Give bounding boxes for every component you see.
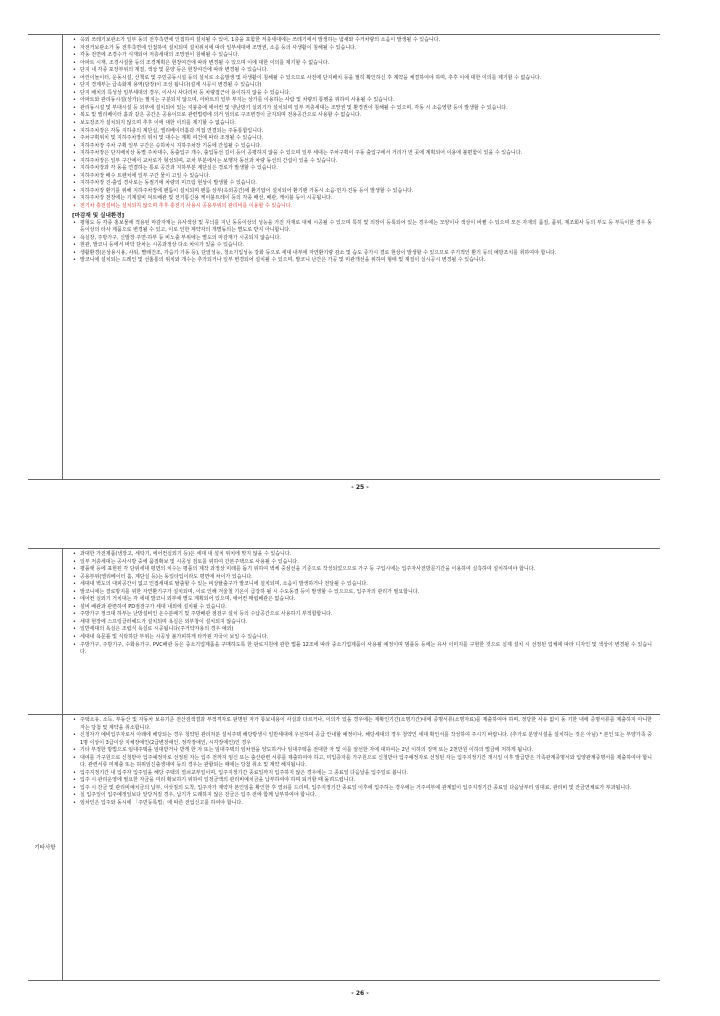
list-item: • 실 입주일이 입주예정일보다 앞당겨질 경우, 납기가 도래하지 않은 잔금은 입주 전에 함께 납부하여야 합니다. [72,792,652,800]
list-item: • 신청자가 예비입주자로서 아래에 해당되는 경우 청약된 관리처분 설치주택 해당방생시 일반세대에 우선하여 공급 안내할 예정이나, 해당세대의 경우 청약인 세대 확인서를 작성하여 주시기 바랍니다. (추가로 분양시설을 설치하는 것은 아님) * 본인 또는 부양가족 중 1명 이상이 3급이상 지체장애인(2급변장애인, 정각장애인, 시각장애인)인 경우 [72,732,652,747]
left-column [28,35,63,479]
list-item: • 주택소유, 소득, 부동산 및 자동차 보유기준 전산검색결과 부적격자로 판명된 자가 통보내용이 사실과 다르거나, 이의가 있을 경우에는 재확인기간(소명기간)내에 증명서류(소명자료)를 제출하여야 하며, 정당한 사유 없이 동 기한 내에 증명서류를 제출하지 아니한 자는 당첨 및 계약을 취소합니다. [72,717,652,732]
list-item: • 에어컨 실외기 거치대는 각 세대 발코니 외부에 별도 계획되어 있으며, 에어컨 매립배관은 없습니다. [72,596,652,604]
list-item: • 지하주차장 주차 구획 일부 구간은 승하차시 지하주차장 기둥에 간섭될 수 있습니다. [72,143,652,151]
list-item: • 지하주차장은 각동 지하층의 계단실, 엘리베이터홀과 직접 연결되는 주동통합입니다. [72,128,652,136]
list-item: • 기타 부정한 방법으로 임대주택을 임대받거나 받게 한 자 또는 임대주택의 임차권을 양도하거나 임대주택을 전대한 자 및 이를 알선한 자에 대하여는 2년 이하의 징역 또는 2천만원 이하의 벌금에 처하게 됩니다. [72,747,652,755]
list-item: • 평플랫 등에 표현된 각 단위세대 평면의 치수는 평플의 제작 과정상 미래를 돕기 위하여 벽체 중심선을 기준으로 작성되었으므로 가구 등 구입시에는 입주자사전방문기간을 이용하여 실측하여 설치하여야 합니다. [72,566,652,574]
content-column [62,35,660,479]
list-item: • 세대내 벽도의 대피공간이 없고 인접세대로 탈출할 수 있는 비상탈출구가 발코니에 설치되며, 소음이 발생하거나 전달될 수 있습니다. [72,581,652,589]
list-item: • 어린이놀이터, 운동시설, 산책로 및 주민공동시설 등의 설치로 소음발생 및 사생활이 침해될 수 있으므로 사전에 단지배치 등을 필히 확인하신 후 계약을 체결하여야 하며, 추후 이에 대한 이의를 제기할 수 없습니다. [72,75,652,83]
notice-list [72,37,652,203]
list-item: • 발코니에 설치되는 드레인 및 선홈통의 위치와 개수는 추가되거나 일부 변경되어 설치될 수 있으며, 발코니 난간은 가공 및 미관개선을 위하여 형태 및 재질이 실시공시 변경될 수 있습니다. [72,257,652,265]
list-item: • 지하주차장과 각 동을 연결하는 통로 공간과 지하부분 계단실은 경로가 발생할 수 있습니다. [72,165,652,173]
list-item: • 평형도 등 각종 홍보물에 적용된 마감자재는 유사색상 및 무늬를 지닌 동등이상의 성능을 가진 자재로 대체 시공될 수 있으며 특히 및 의장이 등록되어 있는 경우에는 모양이나 색상이 바뀔 수 있으며 모든 자재의 품질, 품위, 제조회사 등의 부도 등 부득이한 경우 동등이상의 타사 제품으로 변경될 수 있고, 이로 인한 계약자의 개별동의는 별도로 받지 아니합니다. [72,220,652,235]
notice-list-highlight [72,203,652,211]
list-item: • 생활환경(온상용시용, 사워, 빨래건조, 가습기 가동 등), 단열성능, 청소기입성능 강화 등으로 세대 내부에 자연환기량 감소 및 습도 증가시 결로 현상이 발생할 수 있으므로 주기적인 환기 등의 예방조치를 취하여야 합니다. [72,250,652,258]
list-item: • 입주 시 관리운영에 필요한 자금을 미리 확보하기 위하여 일정금액의 관리비예치금을 납부하여야 하며 퇴거할 때 돌려드립니다. [72,777,652,785]
content-column-upper [62,549,660,718]
list-item: • 현관, 발코니 등에서 바닥 단차는 시공과정상 다소 차이가 있을 수 있습니다. [72,242,652,250]
list-item: • 과대한 가전제품(냉장고, 세탁기, 에어컨실외기 등)은 세대 내 설치 위치에 맞지 않을 수 있습니다. [72,551,652,559]
notice-list [72,551,652,657]
list-item: • 단지 배치의 특성상 일부세대의 경우, 이사시 사다리차 등 차량접근이 용이하지 않을 수 있습니다. [72,90,652,98]
list-item: • 자전거보관소가 동 전후측면에 인접하여 설치되며 설치위치에 따라 일부세대에 조망권, 소음 등의 사생활이 침해될 수 있습니다. [72,45,652,53]
list-item: • 세대내 욕문틀 및 식탁하단 부위는 시공상 불가피하게 타카핀 자국이 보일 수 있습니다. [72,634,652,642]
other-notes-list [72,717,652,808]
list-item: • 아파트 시재, 조경시설물 등의 조경계획은 현장여건에 따라 변경될 수 있으며 이에 대한 이의를 제기할 수 없습니다. [72,60,652,68]
list-item: • 단지 내 각종 포장부위의 재질, 색상 및 문양 등은 현장여건에 따라 변경될 수 있습니다. [72,67,652,75]
list-item: • 욕실장, 주방가구, 신발장 주면·하부 등 비노출 부위에는 별도의 마감재가 시공되지 않습니다. [72,235,652,243]
list-item: • 공용부위(엘리베이터 홀, 계단실 등)는 동일타입이라도 평면에 차이가 있습니다. [72,574,652,582]
list-item: • 입주지정기간 내 입주자 입주일을 해당 주택의 열쇠교부일이며, 입주지정기간 종료일까지 입주하지 않은 경우에는 그 종료일 다음날을 입주일로 봅니다. [72,770,652,778]
page-number: - 26 - [351,990,369,997]
list-item: • 주차구획위치 및 지하주차장의 위치 및 대수는 계획 여건에 따라 조정될 수 있습니다. [72,135,652,143]
section-title: [마감재 및 실내환경] [72,212,125,219]
list-item: • 복도 및 엘리베이터 홀과 같은 공간은 공용이므로 관련법령에 의거 임의로 구조변경이 금지되며 전용공간으로 사용할 수 없습니다. [72,112,652,120]
page-number: - 25 - [351,484,369,491]
list-item: • 임차인은 입주와 동시에 「주민등록법」에 따른 전입신고를 하여야 합니다. [72,800,652,808]
list-item: • 전기차 충전설비는 설치되지 않으며 추후 충전기 사용시 공용부위의 관리비를 이용할 수 있습니다. [72,203,652,211]
list-item: • 주방가구 정크대 하부는 난방설비인 온수분배기 및 주방배관 점검구 설치 등의 수납공간으로 사용하기 부적합합니다. [72,611,652,619]
notice-list-finishes [72,220,652,265]
list-item: • 일부 저층세대는 공사시방 중에 품질확보 및 시공성 검토를 위하여 간본주택으로 사용될 수 있습니다. [72,559,652,567]
list-item: • 발코니에는 결로방지를 위한 자연환기구가 설치되며, 이로 인해 겨울철 기온이 급강하 될 시 수도동결 등이 발생할 수 있으므로, 입주자의 관리가 필요합니다. [72,589,652,597]
list-item: • 주방가구, 주방기구, 수화용가구, PVC배관 등은 중소기업제품을 구매하도록 한 판로지원에 관한 법률 12조에 따라 중소기업제품이 사용될 예정이며 범플등 등에는 유사 이미지를 구현한 것으로 실제 설치 시 선정된 업체에 따라 디자인 및 색상이 변경될 수 있습니다. [72,642,652,657]
list-item: • 관리동시설 및 부대시설 등 외부에 설치되어 있는 지붕층에 에어컨 및 냉난방기 실외기가 설치되며 일부 저층세대는 조망권 및 환경권이 침해될 수 있으며, 각동 시 소음영향 등이 발생할 수 있습니다. [72,105,652,113]
notice-table-page-25 [28,34,660,480]
side-label: 기타사항 [34,845,56,851]
list-item: • 옥외 쓰레기보관소가 일부 동의 전후측면에 인접하여 설치될 수 있어, 1층을 포함한 저층세대에는 쓰레기에서 발생하는 냄새와 수거차량의 소음이 발생될 수 있습니다. [72,37,652,45]
list-item: • 단지 경계부는 급속화재 용역(담장)이 조성 됩니다(설계 시공시 변경될 수 있습니다) [72,82,652,90]
list-item: • 지하주차장은 단지배치상 동별 주차대수, 동출입구 개수, 출입동선 길이 등이 공평하지 않을 수 있으며 일부 세대는 주차구획이 주동 출입구에서 거리가 먼 곳에 계획되어 이용에 불편함이 있을 수 있습니다. [72,150,652,158]
list-item: • 지하주차장 배수 트렌치에 일부 구간 물이 고일 수 있습니다. [72,173,652,181]
left-column [28,549,63,980]
list-item: • 대여를 가구원으로 신청받아 입주예정자로 선정된 자는 입주 전까지 임신 또는 출산관련 서류를 제출하여야 하고, 미입증자를 가구원으로 신청받아 입주예정자로 선정된 자는 입주지정기간 개시일 이후 발급받은 가족관계증명서와 입양관계증명서를 제출하여야 합니다. 관련서류 미제출 또는 허위임신출생대여 등의 경우는 관할되는 때에는 당첨 취소 및 계약 해지됩니다. [72,755,652,770]
list-item: • 일반세대의 욕실은 조립식 욕실로 시공됩니다(주거약자용의 경우 예외) [72,626,652,634]
list-item: • 지하주차장은 일부 구간에서 교차로가 형성되며, 교차 부분에서는 보행자 동선과 차량 동선의 간섭이 있을 수 있습니다. [72,158,652,166]
list-item: • 설비 배관과 관련하여 PD점검구가 세대 내외에 설치될 수 있습니다. [72,604,652,612]
list-item: • 아파트와 관리동시설(상가)는 필지는 구분되지 않으며, 아파트의 일부 부지는 상가를 이용하는 사람 및 차량의 통행을 위하여 사용될 수 있습니다. [72,97,652,105]
list-item: • 보도장조가 설치되지 않으며 추후 이에 대한 이의를 제기할 수 없습니다. [72,120,652,128]
list-item: • 세대 현장에 스프링클러헤드가 설치되며 욕실은 외부창이 설치되지 않습니다. [72,619,652,627]
list-item: • 지하주차장 천장에는 기계설비 덕트배관 및 전기통신용 케이블트레이 등의 각종 배선, 배관, 케이블 등이 시공됩니다. [72,195,652,203]
list-item: • 입주 시 잔금 및 관리비예치금의 납부, 이삿짐의 도착, 입주자가 계약자 본인임을 확인한 후 열쇠를 드리며, 입주지정기간 종료일 이후에 입주하는 경우에는 거주여부에 관계없이 입주지정기간 종료일 다음날부터 임대료, 관리비 및 잔금연체료가 부과됩니다. [72,785,652,793]
list-item: • 지하주차장 진·출입 경사로는 동절기에 차량의 미끄럼 현상이 발생할 수 있습니다. [72,180,652,188]
list-item: • 지하주차장 환기를 위해 지하주차장에 팬룸이 설치되며 팬룸 상부(옥외공간)에 환기탑이 설치되어 환기팬 가동시 소음·먼지·진동 등이 발생할 수 있습니다. [72,188,652,196]
notice-table-page-26 [28,548,660,981]
list-item: • 각동 전면에 조경수가 식재되어 저층세대의 조망권이 침해될 수 있습니다. [72,52,652,60]
content-column-lower [62,715,660,980]
